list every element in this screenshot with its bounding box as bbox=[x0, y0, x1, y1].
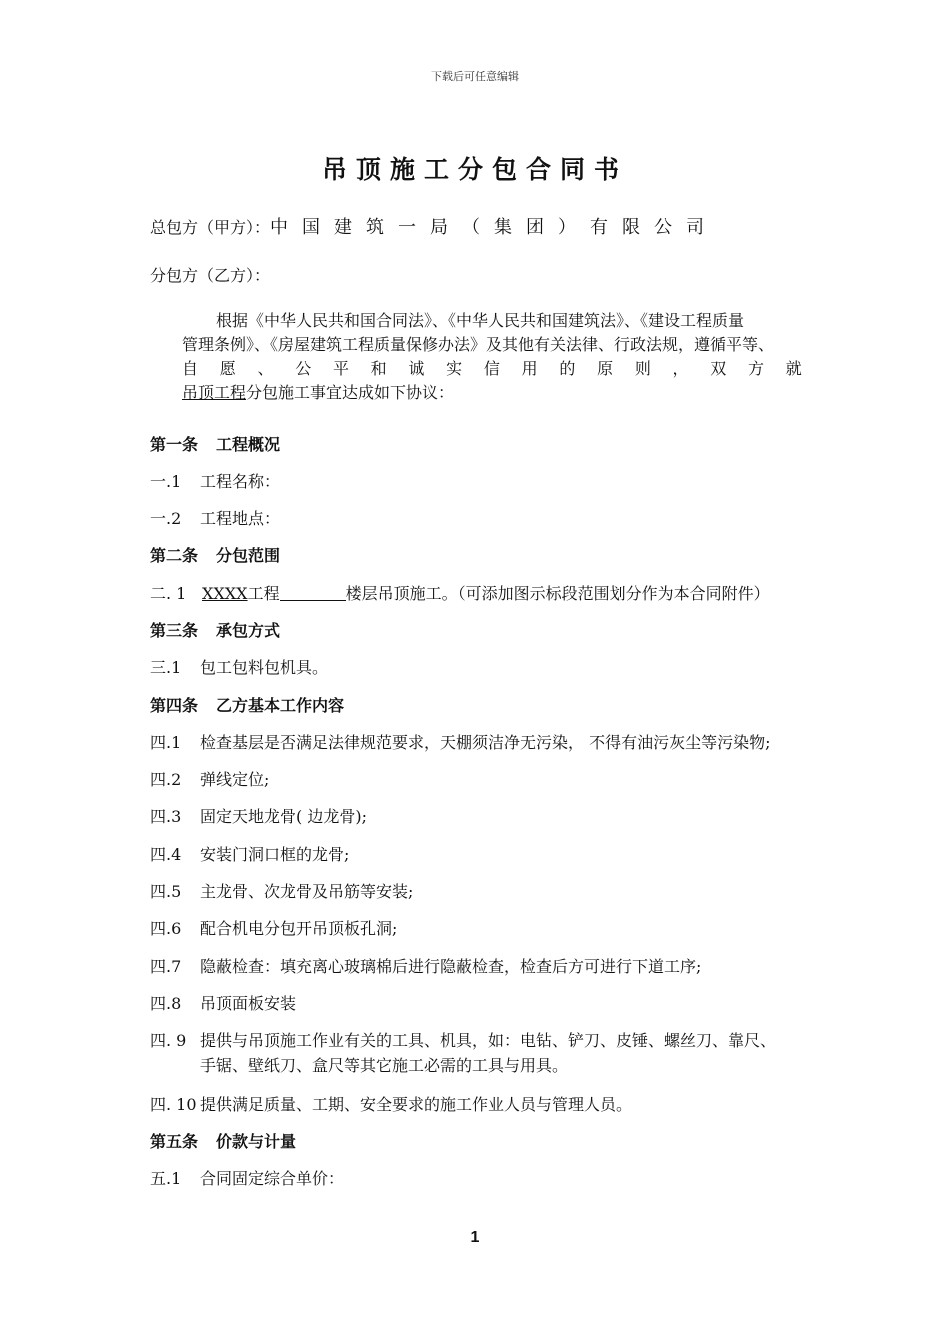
intro-word: 则 bbox=[634, 359, 651, 378]
section-title: 工程概况 bbox=[216, 435, 281, 454]
list-item bbox=[150, 767, 269, 790]
item-text: 检查基层是否满足法律规范要求，天棚须洁净无污染， 不得有油污灰尘等污染物; bbox=[200, 733, 771, 752]
section-number: 第一条 bbox=[150, 435, 199, 454]
document-title: 吊顶施工分包合同书 bbox=[321, 155, 628, 184]
section-number: 第四条 bbox=[150, 696, 199, 715]
intro-line-1: 根据《中华人民共和国合同法》、《中华人民共和国建筑法》、《建设工程质量 bbox=[216, 311, 745, 330]
header-note: 下载后可任意编辑 bbox=[431, 70, 519, 83]
section-3-heading bbox=[150, 618, 280, 641]
intro-word: 诚 bbox=[408, 359, 425, 378]
section-number: 第二条 bbox=[150, 546, 199, 565]
list-item bbox=[150, 991, 296, 1014]
item-number: 四.5 bbox=[150, 882, 182, 901]
item-text: 提供满足质量、工期、安全要求的施工作业人员与管理人员。 bbox=[200, 1095, 633, 1114]
item-text: 配合机电分包开吊顶板孔洞; bbox=[200, 919, 398, 938]
intro-word: 就 bbox=[785, 359, 802, 378]
item-text: 合同固定综合单价： bbox=[200, 1169, 345, 1188]
item-text: 安装门洞口框的龙骨; bbox=[200, 845, 350, 864]
item-text: 固定天地龙骨( 边龙骨); bbox=[200, 807, 367, 826]
list-item bbox=[150, 954, 701, 977]
project-name-underlined: 吊顶工程 bbox=[182, 383, 247, 402]
intro-word: 双 bbox=[710, 359, 727, 378]
intro-word: 和 bbox=[370, 359, 387, 378]
item-text: 吊顶面板安装 bbox=[200, 994, 297, 1013]
item-text: 弹线定位; bbox=[200, 770, 270, 789]
list-item bbox=[150, 916, 397, 939]
intro-word: 愿 bbox=[219, 359, 236, 378]
item-number: 四.7 bbox=[150, 957, 182, 976]
item-number: 五.1 bbox=[150, 1169, 182, 1188]
intro-word: 的 bbox=[559, 359, 576, 378]
item-number: 一.2 bbox=[150, 509, 182, 528]
item-number: 四.3 bbox=[150, 807, 182, 826]
intro-word: 实 bbox=[446, 359, 463, 378]
list-item bbox=[150, 730, 770, 753]
intro-line-3 bbox=[182, 357, 802, 381]
section-title: 承包方式 bbox=[216, 621, 281, 640]
party-a-line bbox=[150, 213, 718, 239]
list-item bbox=[150, 506, 280, 529]
item-number: 四.8 bbox=[150, 994, 182, 1013]
section-2-heading bbox=[150, 543, 280, 566]
project-placeholder: XXXX bbox=[202, 584, 248, 603]
list-item-continuation: 手锯、壁纸刀、盒尺等其它施工必需的工具与用具。 bbox=[200, 1056, 569, 1075]
list-item bbox=[150, 804, 367, 827]
intro-paragraph bbox=[182, 309, 802, 405]
item-number: 四. 9 bbox=[150, 1031, 187, 1050]
list-item bbox=[150, 879, 413, 902]
party-a-label: 总包方（甲方）： bbox=[150, 218, 271, 237]
party-a-name: 中国建筑一局（集团）有限公司 bbox=[270, 217, 719, 238]
intro-word: 自 bbox=[182, 359, 199, 378]
intro-word: 用 bbox=[521, 359, 538, 378]
list-item bbox=[150, 581, 770, 604]
section-1-heading bbox=[150, 432, 280, 455]
floor-blank bbox=[280, 584, 346, 601]
item-number: 一.1 bbox=[150, 472, 182, 491]
intro-word: 平 bbox=[332, 359, 349, 378]
list-item bbox=[150, 842, 349, 865]
section-title: 价款与计量 bbox=[216, 1132, 297, 1151]
list-item bbox=[150, 1092, 632, 1115]
intro-word: 原 bbox=[597, 359, 614, 378]
item-text: 工程地点： bbox=[200, 509, 281, 528]
section-5-heading bbox=[150, 1129, 296, 1152]
item-number: 三.1 bbox=[150, 658, 182, 677]
intro-line-4-rest: 分包施工事宜达成如下协议： bbox=[246, 383, 455, 402]
item-text: 隐蔽检查：填充离心玻璃棉后进行隐蔽检查，检查后方可进行下道工序; bbox=[200, 957, 702, 976]
list-item bbox=[150, 655, 328, 678]
list-item bbox=[150, 1166, 344, 1189]
item-text: 主龙骨、次龙骨及吊筋等安装; bbox=[200, 882, 414, 901]
list-item bbox=[150, 1028, 776, 1051]
item-text-rest: 楼层吊顶施工。（可添加图示标段范围划分作为本合同附件） bbox=[345, 584, 770, 603]
section-number: 第五条 bbox=[150, 1132, 199, 1151]
item-text: 工程名称： bbox=[200, 472, 281, 491]
intro-word: 方 bbox=[748, 359, 765, 378]
intro-word: ， bbox=[672, 359, 689, 378]
intro-word: 信 bbox=[483, 359, 500, 378]
item-text: 包工包料包机具。 bbox=[200, 658, 329, 677]
item-number: 四.4 bbox=[150, 845, 182, 864]
intro-line-2: 管理条例》、《房屋建筑工程质量保修办法》及其他有关法律、行政法规，遵循平等、 bbox=[182, 335, 775, 354]
page-number: 1 bbox=[470, 1229, 480, 1246]
item-number: 四.2 bbox=[150, 770, 182, 789]
section-number: 第三条 bbox=[150, 621, 199, 640]
item-number: 四. 10 bbox=[150, 1095, 197, 1114]
section-4-heading bbox=[150, 693, 344, 716]
item-text: 工程 bbox=[247, 584, 280, 603]
section-title: 分包范围 bbox=[216, 546, 281, 565]
list-item bbox=[150, 469, 280, 492]
intro-word: 、 bbox=[257, 359, 274, 378]
party-b-label: 分包方（乙方）： bbox=[150, 266, 271, 285]
item-text: 提供与吊顶施工作业有关的工具、机具，如：电钻、铲刀、皮锤、螺丝刀、靠尺、 bbox=[200, 1031, 777, 1050]
item-number: 四.1 bbox=[150, 733, 182, 752]
section-title: 乙方基本工作内容 bbox=[216, 696, 345, 715]
item-number: 四.6 bbox=[150, 919, 182, 938]
intro-word: 公 bbox=[295, 359, 312, 378]
party-b-line bbox=[150, 263, 270, 286]
item-number: 二. 1 bbox=[150, 584, 187, 603]
intro-line-4 bbox=[182, 381, 802, 405]
